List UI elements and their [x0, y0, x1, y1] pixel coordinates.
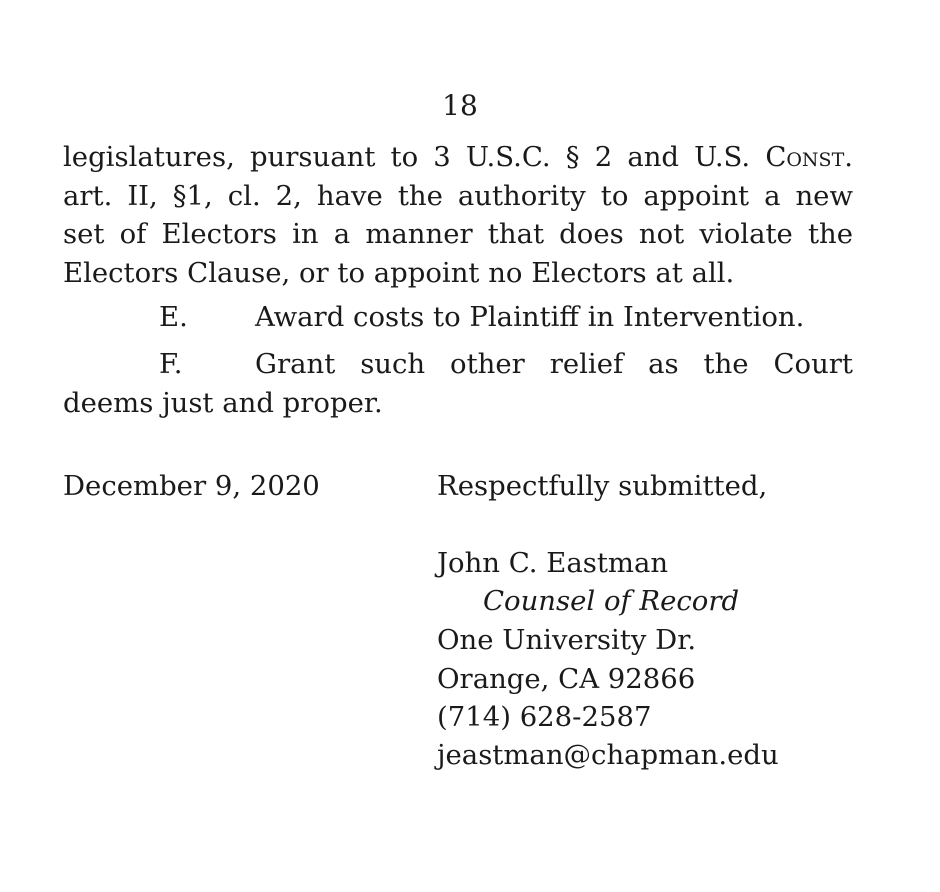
body-line [63, 138, 853, 177]
filing-date: December 9, 2020 [63, 470, 320, 502]
body-line [63, 177, 853, 216]
email-address: jeastman@chapman.edu [437, 739, 779, 771]
page-number: 18 [442, 89, 478, 122]
address-line-1: One University Dr. [437, 624, 697, 656]
item-text-continued: deems just and proper. [63, 386, 383, 419]
body-line [63, 215, 853, 254]
body-line-text: art. II, §1, cl. 2, have the authority to appoint a new [63, 179, 853, 212]
item-letter: F. [159, 348, 183, 380]
address-line-2: Orange, CA 92866 [437, 663, 696, 695]
body-paragraph [63, 138, 853, 292]
closing: Respectfully submitted, [437, 470, 768, 502]
body-line-text: Electors Clause, or to appoint no Electors at all. [63, 256, 735, 289]
relief-item-e [159, 298, 859, 337]
const-abbrev: Const. [765, 141, 853, 173]
item-line [63, 345, 853, 384]
item-text: Grant such other relief as the Court [255, 348, 853, 380]
phone-number: (714) 628-2587 [437, 701, 652, 733]
counsel-title: Counsel of Record [483, 585, 740, 617]
body-line [63, 254, 853, 293]
counsel-name: John C. Eastman [437, 547, 669, 579]
item-text: Award costs to Plaintiff in Intervention. [255, 301, 805, 333]
body-line-text: set of Electors in a manner that does not violate the [63, 218, 853, 250]
body-line-text: legislatures, pursuant to 3 U.S.C. § 2 and U.S. [63, 141, 751, 173]
item-letter: E. [159, 301, 188, 333]
relief-item-f [63, 345, 853, 422]
